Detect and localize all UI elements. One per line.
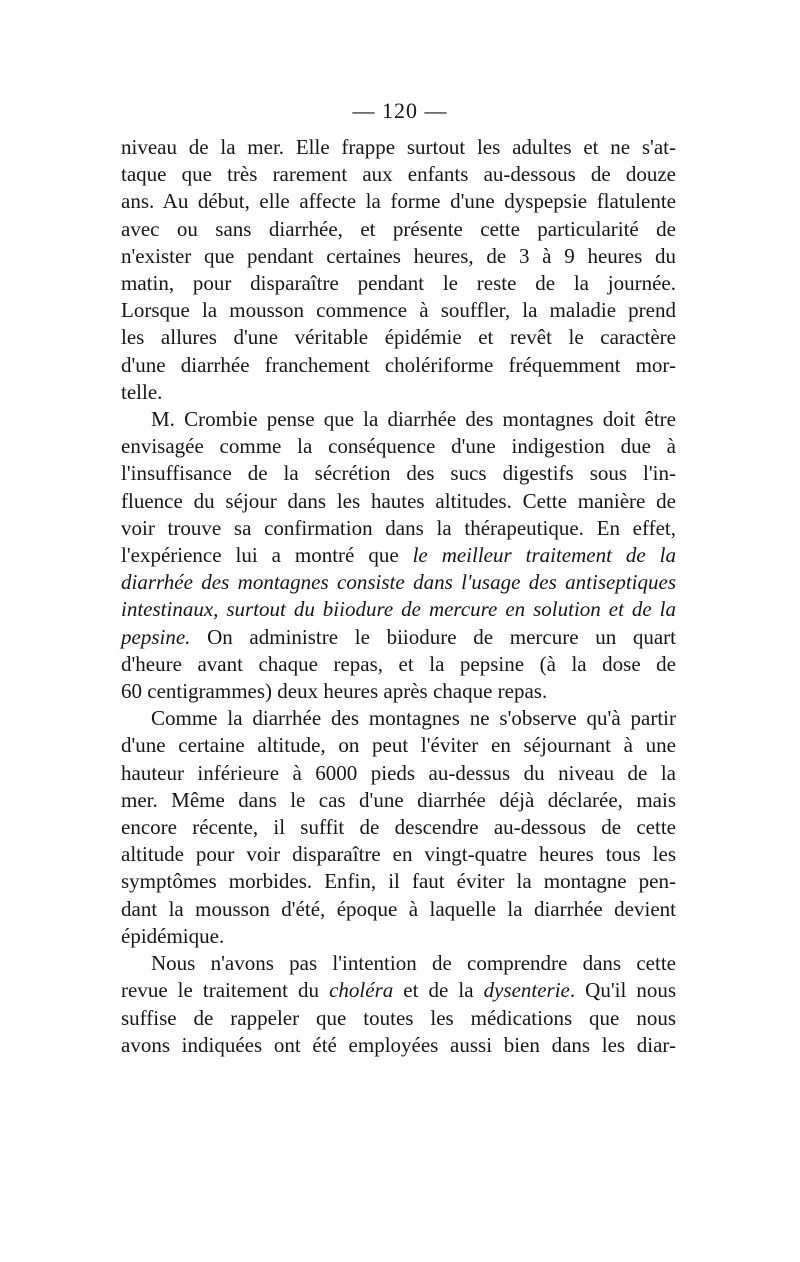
text-line: taque que très rarement aux enfants au-dessous de douze: [121, 162, 676, 187]
text-line: [121, 596, 676, 623]
text-line: ans. Au début, elle affecte la forme d'une dyspepsie flatulente: [121, 189, 676, 214]
text-line: matin, pour disparaître pendant le reste de la journée.: [121, 271, 676, 296]
text-line: n'exister que pendant certaines heures, de 3 à 9 heures du: [121, 243, 676, 268]
text-line: avec ou sans diarrhée, et présente cette particularité de: [121, 216, 676, 241]
paragraph-4: [121, 950, 676, 1059]
text-line: épidémique.: [121, 923, 225, 948]
text-line: symptômes morbides. Enfin, il faut éviter la montagne pen-: [121, 869, 676, 894]
text-fragment: . Qu'il nous: [569, 978, 677, 1003]
text-line: mer. Même dans le cas d'une diarrhée déjà déclarée, mais: [121, 787, 676, 812]
text-line: avons indiquées ont été employées aussi bien dans les diar-: [121, 1032, 676, 1057]
page-number: — 120 —: [352, 98, 448, 123]
text-line: envisagée comme la conséquence d'une indigestion due à: [121, 434, 676, 459]
text-line: Lorsque la mousson commence à souffler, la maladie prend: [121, 298, 676, 323]
text-line: telle.: [121, 379, 163, 404]
italic-fragment: pepsine.: [121, 624, 191, 649]
text-line: dant la mousson d'été, époque à laquelle la diarrhée devient: [121, 896, 676, 921]
text-fragment: revue le traitement du: [121, 978, 320, 1003]
text-fragment: On administre le biiodure de mercure un quart: [207, 624, 677, 649]
italic-fragment: intestinaux, surtout du biiodure de mercure en solution et de la: [121, 597, 676, 622]
text-line: fluence du séjour dans les hautes altitudes. Cette manière de: [121, 488, 676, 513]
text-line: [121, 977, 676, 1004]
text-line: d'heure avant chaque repas, et la pepsine (à la dose de: [121, 651, 676, 676]
text-line: M. Crombie pense que la diarrhée des montagnes doit être: [151, 407, 676, 432]
paragraph-3: [121, 705, 676, 950]
text-line: les allures d'une véritable épidémie et revêt le caractère: [121, 325, 676, 350]
text-line: hauteur inférieure à 6000 pieds au-dessus du niveau de la: [121, 760, 676, 785]
body-text: [121, 134, 676, 1059]
text-line: d'une diarrhée franchement cholériforme fréquemment mor-: [121, 352, 676, 377]
paragraph-1: [121, 134, 676, 406]
paragraph-2: [121, 406, 676, 705]
text-line: [121, 569, 676, 596]
text-line: encore récente, il suffit de descendre au-dessous de cette: [121, 815, 676, 840]
text-line: Nous n'avons pas l'intention de comprendre dans cette: [151, 951, 676, 976]
text-fragment: l'expérience lui a montré que: [121, 543, 399, 568]
italic-fragment: dysenterie: [483, 978, 570, 1003]
text-line: l'insuffisance de la sécrétion des sucs digestifs sous l'in-: [121, 461, 676, 486]
text-line: niveau de la mer. Elle frappe surtout les adultes et ne s'at-: [121, 135, 676, 159]
text-line: [121, 542, 676, 569]
text-line: Comme la diarrhée des montagnes ne s'observe qu'à partir: [151, 706, 676, 731]
text-fragment: et de la: [393, 978, 484, 1003]
italic-fragment: le meilleur traitement de la: [412, 543, 676, 568]
text-line: 60 centigrammes) deux heures après chaque repas.: [121, 679, 548, 704]
italic-fragment: choléra: [329, 978, 394, 1003]
text-line: suffise de rappeler que toutes les médications que nous: [121, 1005, 676, 1030]
text-line: altitude pour voir disparaître en vingt-quatre heures tous les: [121, 842, 676, 867]
text-line: d'une certaine altitude, on peut l'éviter en séjournant à une: [121, 733, 676, 758]
text-line: voir trouve sa confirmation dans la thérapeutique. En effet,: [121, 515, 676, 540]
italic-fragment: diarrhée des montagnes consiste dans l'usage des antiseptiques: [121, 570, 676, 595]
text-line: [121, 624, 676, 651]
